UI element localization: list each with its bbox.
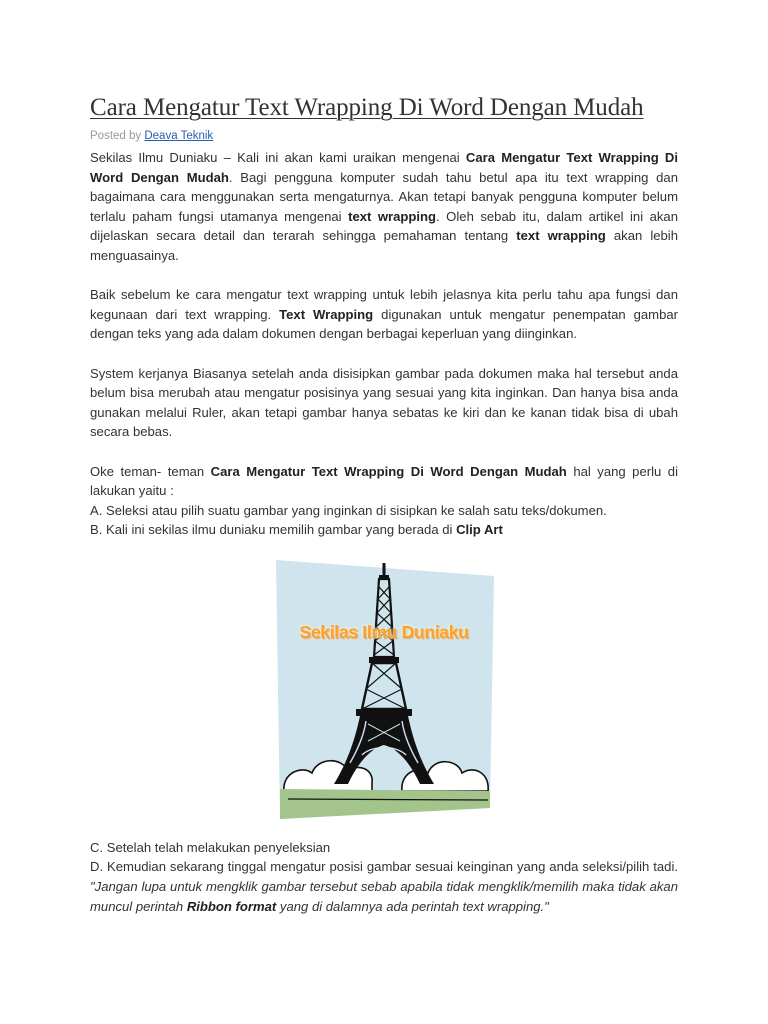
step-a: A. Seleksi atau pilih suatu gambar yang inginkan di sisipkan ke salah satu teks/dokumen. bbox=[90, 502, 607, 518]
step-b bbox=[90, 520, 678, 540]
grass bbox=[280, 789, 490, 819]
text: hal yang perlu di lakukan yaitu : bbox=[90, 463, 678, 499]
step-d bbox=[90, 857, 678, 916]
bold-text: text wrapping bbox=[516, 228, 606, 244]
byline-prefix: Posted by bbox=[90, 130, 142, 142]
text: . Bagi pengguna komputer sudah tahu betul apa itu text wrapping dan bagaimana cara menggunakan serta mengaturnya. Akan tetapi banyak pengguna komputer belum terlalu paham fungsi utamanya mengenai bbox=[90, 169, 678, 224]
text: B. Kali ini sekilas ilmu duniaku memilih gambar yang berada di bbox=[90, 522, 457, 538]
bold-text: Cara Mengatur Text Wrapping Di Word Dengan Mudah bbox=[90, 150, 679, 185]
bold-italic-text: Ribbon format bbox=[186, 898, 277, 914]
text: System kerjanya Biasanya setelah anda disisipkan gambar pada dokumen maka hal tersebut anda belum bisa merubah atau mengatur posisinya yang sesuai yang kita inginkan. Dan hanya bisa anda gunakan melalui Ruler, akan tetapi gambar hanya sebatas ke kiri dan ke kanan tidak bisa di ubah secara bebas. bbox=[90, 365, 678, 440]
paragraph-intro bbox=[90, 148, 678, 266]
bold-text: text wrapping bbox=[348, 208, 437, 224]
eiffel-tower-clipart-icon bbox=[276, 559, 494, 821]
byline bbox=[90, 128, 678, 144]
article-title[interactable]: Cara Mengatur Text Wrapping Di Word Dengan Mudah bbox=[90, 94, 644, 121]
text: akan lebih menguasainya. bbox=[90, 228, 678, 263]
text: Oke teman- teman bbox=[90, 463, 211, 479]
paragraph-system bbox=[90, 364, 678, 442]
bold-text: Text Wrapping bbox=[279, 306, 374, 322]
paragraph-steps-intro bbox=[90, 462, 678, 501]
italic-text: yang di dalamnya ada perintah text wrapping." bbox=[276, 898, 549, 914]
bold-text: Clip Art bbox=[456, 522, 503, 538]
spacer bbox=[90, 266, 678, 286]
text: D. Kemudian sekarang tinggal mengatur posisi gambar sesuai keinginan yang anda seleksi/pilih tadi. bbox=[90, 859, 678, 875]
italic-text: "Jangan lupa untuk mengklik gambar tersebut sebab apabila tidak mengklik/memilih maka tidak akan muncul perintah bbox=[90, 879, 678, 914]
author-link[interactable]: Deava Teknik bbox=[144, 130, 214, 142]
paragraph-function bbox=[90, 285, 678, 344]
clipart-caption: Sekilas Ilmu Duniaku bbox=[299, 621, 469, 642]
article bbox=[90, 92, 678, 916]
step-c: C. Setelah telah melakukan penyeleksian bbox=[90, 839, 331, 855]
bold-text: Cara Mengatur Text Wrapping Di Word Dengan Mudah bbox=[210, 463, 567, 479]
spacer bbox=[90, 344, 678, 364]
spacer bbox=[90, 442, 678, 462]
clipart-image[interactable] bbox=[276, 559, 494, 821]
text: Sekilas Ilmu Duniaku – Kali ini akan kami uraikan mengenai bbox=[90, 150, 466, 165]
text: . Oleh sebab itu, dalam artikel ini akan dijelaskan secara detail dan terarah sehingga pemahaman tentang bbox=[90, 208, 678, 244]
text: digunakan untuk mengatur penempatan gambar dengan teks yang ada dalam dokumen dengan berbagai keperluan yang diinginkan. bbox=[90, 306, 679, 342]
text: Baik sebelum ke cara mengatur text wrapping untuk lebih jelasnya kita perlu tahu apa fungsi dan kegunaan dari text wrapping. bbox=[90, 287, 678, 322]
